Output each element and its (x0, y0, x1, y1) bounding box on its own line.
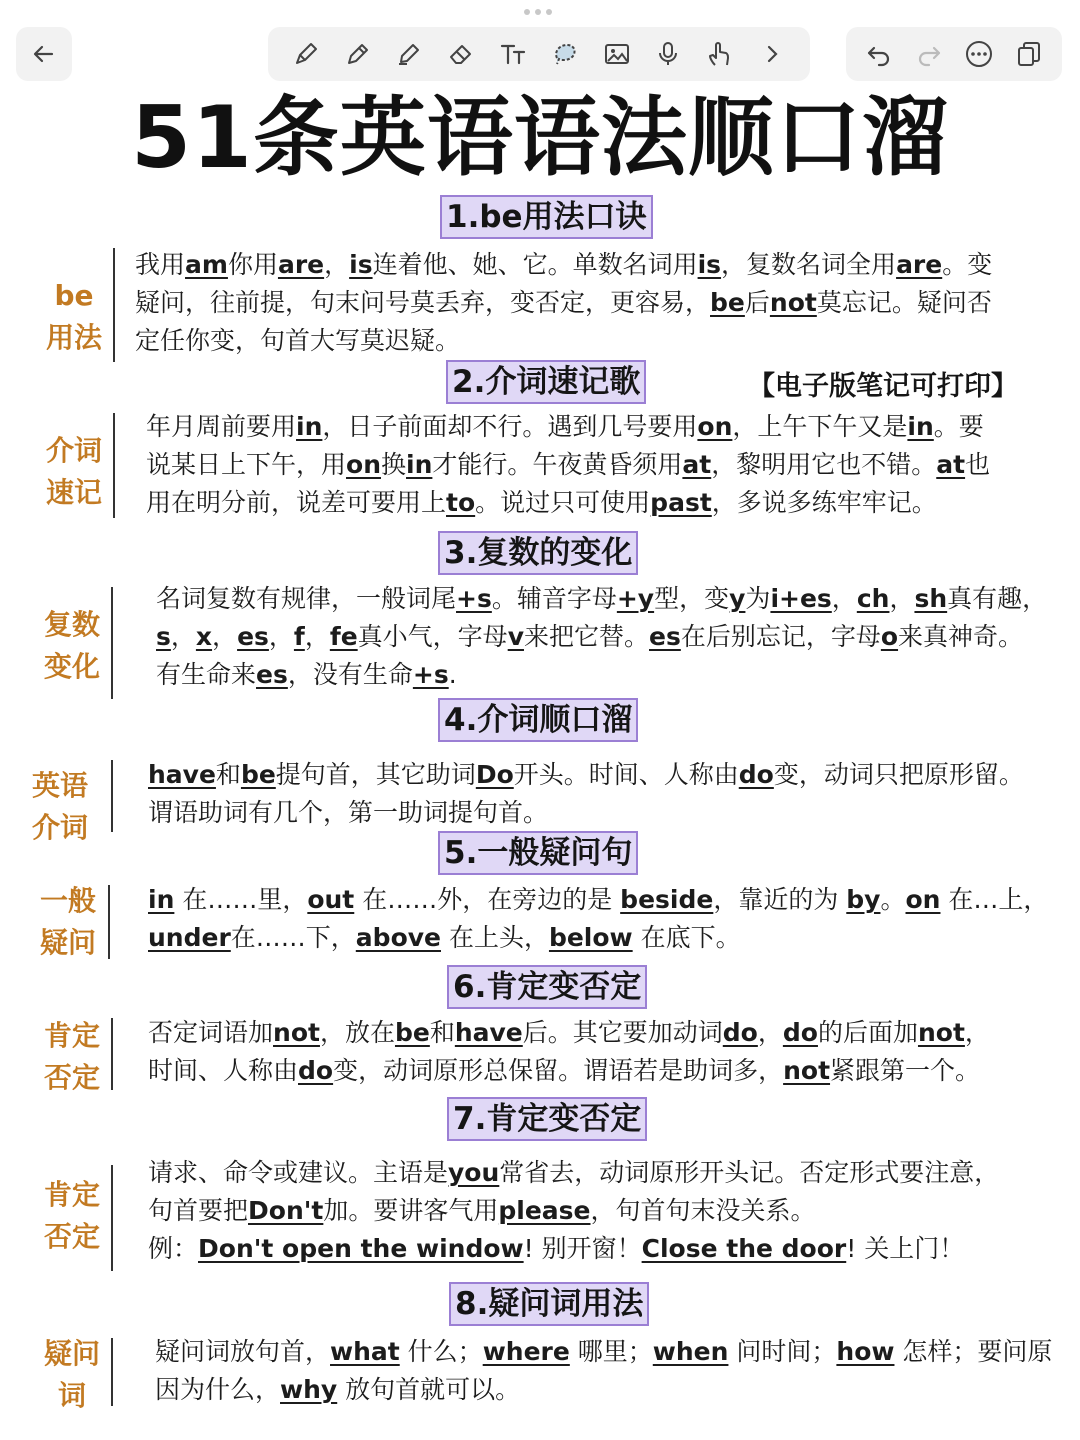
keyword: by (846, 885, 881, 914)
section-heading: 3.复数的变化 (438, 531, 638, 575)
text-run: 句首要把 (148, 1196, 249, 1225)
keyword: y (729, 584, 746, 613)
text-run: 在后别忘记，字母 (680, 622, 881, 651)
keyword: at (936, 450, 966, 479)
keyword: Do (475, 760, 514, 789)
section-divider (111, 1018, 113, 1090)
text-run: 例： (148, 1234, 199, 1263)
keyword: are (896, 250, 943, 279)
more-icon[interactable] (961, 36, 997, 72)
text-run: ! 别开窗！ (523, 1234, 642, 1263)
text-run: 紧跟第一个。 (830, 1056, 981, 1085)
text-run: 。 (880, 885, 906, 914)
section-body (148, 1014, 1048, 1090)
keyword: have (148, 760, 216, 789)
keyword: be (240, 760, 276, 789)
text-run: ，黎明用它也不错。 (711, 450, 937, 479)
keyword: not (917, 1018, 965, 1047)
keyword: do (722, 1018, 758, 1047)
text-run: 放句首就可以。 (337, 1375, 521, 1404)
keyword: sh (914, 584, 948, 613)
highlighter-icon[interactable] (391, 36, 427, 72)
text-run: 用在明分前，说差可要用上 (146, 488, 447, 517)
body-line (156, 618, 1080, 656)
section-side-label (44, 430, 104, 514)
keyword: at (682, 450, 712, 479)
section-side-label (42, 1015, 102, 1099)
section-body (148, 756, 1068, 832)
text-run: ， (964, 1018, 990, 1047)
text-run: 。变 (942, 250, 993, 279)
text-run: 在底下。 (632, 923, 741, 952)
keyword: on (905, 885, 941, 914)
text-run: 我用 (135, 250, 186, 279)
keyword: beside (620, 885, 714, 914)
text-run: 年月周前要用 (146, 412, 297, 441)
section-side-label (44, 275, 104, 359)
section-heading: 4.介词顺口溜 (438, 698, 638, 742)
text-run: 。说过只可使用 (475, 488, 651, 517)
pen-icon[interactable] (288, 36, 324, 72)
keyword: s (156, 622, 171, 651)
keyword: fe (329, 622, 358, 651)
text-run: 莫忘记。疑问否 (816, 288, 992, 317)
chevron-right-icon[interactable] (754, 36, 790, 72)
text-run: ， (268, 622, 294, 651)
keyword: es (256, 660, 288, 689)
body-line (155, 1371, 1079, 1409)
text-run: . (448, 660, 457, 689)
side-label-line: 用法 (45, 321, 102, 354)
body-line (148, 1230, 1058, 1268)
text-run: ，没有生命 (287, 660, 413, 689)
document-toolbar (846, 27, 1062, 81)
section-body (155, 1333, 1079, 1409)
keyword: are (277, 250, 325, 279)
keyword: be (394, 1018, 430, 1047)
body-line (148, 1052, 1048, 1090)
section-body (148, 1154, 1058, 1268)
keyword: be (710, 288, 745, 317)
section-heading: 7.肯定变否定 (447, 1097, 647, 1141)
keyword: x (195, 622, 213, 651)
keyword: what (330, 1337, 400, 1366)
keyword: am (185, 250, 228, 279)
body-line (135, 284, 1045, 322)
text-run: 换 (381, 450, 407, 479)
section-divider (111, 760, 113, 832)
pages-icon[interactable] (1011, 36, 1047, 72)
keyword: on (697, 412, 733, 441)
section-heading: 8.疑问词用法 (449, 1282, 649, 1326)
microphone-icon[interactable] (650, 36, 686, 72)
keyword: please (498, 1196, 591, 1225)
undo-icon[interactable] (861, 36, 897, 72)
keyword: +s (412, 660, 449, 689)
text-run: 否定词语加 (148, 1018, 274, 1047)
side-label-line: 复数 (43, 608, 100, 641)
keyword: in (296, 412, 323, 441)
text-run: ， (170, 622, 196, 651)
side-label-line: 词 (57, 1379, 86, 1412)
text-run: 后 (744, 288, 770, 317)
text-run: 后。其它要加动词 (522, 1018, 723, 1047)
pencil-icon[interactable] (340, 36, 376, 72)
section-side-label (30, 765, 90, 849)
keyword: ch (856, 584, 890, 613)
page-title: 51条英语语法顺口溜 (131, 88, 949, 188)
keyword: in (907, 412, 934, 441)
text-run: 和 (215, 760, 241, 789)
keyword: have (454, 1018, 523, 1047)
side-label-line: 速记 (45, 476, 102, 509)
text-run: ， (324, 250, 350, 279)
keyword: do (738, 760, 774, 789)
keyword: do (782, 1018, 818, 1047)
keyword: on (346, 450, 381, 479)
text-run: ，多说多练牢牢记。 (711, 488, 937, 517)
text-run: 有生命来 (156, 660, 257, 689)
body-line (156, 656, 1080, 694)
section-heading: 6.肯定变否定 (447, 965, 647, 1009)
keyword: Close the door (641, 1234, 847, 1263)
text-run: 提句首，其它助词 (275, 760, 476, 789)
lasso-icon[interactable] (547, 36, 583, 72)
text-run: 加。要讲客气用 (323, 1196, 499, 1225)
text-run: ，靠近的为 (713, 885, 847, 914)
body-line (148, 794, 1068, 832)
text-run: 变，动词只把原形留。 (773, 760, 1024, 789)
side-label-line: 英语 (31, 769, 88, 802)
text-run: 变，动词原形总保留。谓语若是助词多， (333, 1056, 784, 1085)
keyword: above (355, 923, 441, 952)
text-run: 在上头， (441, 923, 549, 952)
image-icon[interactable] (599, 36, 635, 72)
keyword: why (280, 1375, 338, 1404)
keyword: not (273, 1018, 320, 1047)
section-divider (111, 587, 113, 699)
section-heading: 5.一般疑问句 (438, 831, 638, 875)
text-icon[interactable] (495, 36, 531, 72)
text-run: 在…上， (940, 885, 1049, 914)
print-note: 【电子版笔记可打印】 (748, 371, 1018, 402)
drawing-toolbar (268, 27, 810, 81)
body-line (135, 322, 1045, 360)
window-grip[interactable] (524, 9, 556, 17)
body-line (155, 1333, 1079, 1371)
keyword: not (783, 1056, 831, 1085)
body-line (148, 1014, 1048, 1052)
keyword: below (548, 923, 633, 952)
keyword: do (298, 1056, 334, 1085)
side-label-line: 变化 (43, 650, 100, 683)
keyword: is (697, 250, 722, 279)
section-divider (111, 1165, 113, 1271)
hand-draw-icon[interactable] (702, 36, 738, 72)
text-run: ， (304, 622, 330, 651)
text-run: 。辅音字母 (491, 584, 617, 613)
text-run: 在……里， (174, 885, 308, 914)
keyword: where (482, 1337, 570, 1366)
text-run: 开头。时间、人称由 (513, 760, 739, 789)
body-line (146, 446, 1046, 484)
text-run: 什么； (399, 1337, 483, 1366)
body-line (148, 1154, 1058, 1192)
text-run: 你用 (227, 250, 278, 279)
body-line (148, 756, 1068, 794)
text-run: 为 (745, 584, 771, 613)
section-divider (113, 413, 115, 518)
section-body (156, 580, 1080, 694)
keyword: out (307, 885, 355, 914)
text-run: 和 (429, 1018, 455, 1047)
section-side-label (42, 604, 102, 688)
text-run: 定任你变，句首大写莫迟疑。 (135, 326, 461, 355)
text-run: ， (889, 584, 915, 613)
text-run: 请求、命令或建议。主语是 (148, 1158, 449, 1187)
keyword: under (148, 923, 231, 952)
section-body (135, 246, 1045, 360)
text-run: ，句首句末没关系。 (590, 1196, 816, 1225)
text-run: 怎样；要问原 (894, 1337, 1053, 1366)
side-label-line: 介词 (45, 434, 102, 467)
text-run: 在……外，在旁边的是 (354, 885, 621, 914)
text-run: 真有趣， (947, 584, 1048, 613)
keyword: o (880, 622, 899, 651)
text-run: 常省去，动词原形开头记。否定形式要注意， (499, 1158, 1000, 1187)
side-label-line: 否定 (43, 1061, 100, 1094)
text-run: 来把它替。 (523, 622, 649, 651)
keyword: es (237, 622, 269, 651)
side-label-line: 疑问 (43, 1337, 100, 1370)
keyword: how (836, 1337, 895, 1366)
keyword: i+es (770, 584, 832, 613)
redo-icon[interactable] (911, 36, 947, 72)
text-run: 说某日上下午，用 (146, 450, 347, 479)
section-divider (108, 885, 110, 959)
text-run: 疑问，往前提，句末问号莫丢弃，变否定，更容易， (135, 288, 711, 317)
side-label-line: 肯定 (43, 1178, 100, 1211)
text-run: ，放在 (319, 1018, 395, 1047)
text-run: ，日子前面却不行。遇到几号要用 (322, 412, 698, 441)
arrow-left-icon (30, 40, 58, 68)
side-label-line: 否定 (43, 1220, 100, 1253)
text-run: 连着他、她、它。单数名词用 (372, 250, 698, 279)
keyword: in (148, 885, 175, 914)
side-label-line: be (54, 279, 94, 312)
body-line (156, 580, 1080, 618)
text-run: ! 关上门！ (846, 1234, 965, 1263)
keyword: you (448, 1158, 500, 1187)
section-side-label (42, 1174, 102, 1258)
side-label-line: 介词 (31, 811, 88, 844)
eraser-icon[interactable] (443, 36, 479, 72)
text-run: 疑问词放句首， (155, 1337, 331, 1366)
text-run: ， (212, 622, 238, 651)
section-heading: 2.介词速记歌 (446, 360, 646, 404)
keyword: to (446, 488, 476, 517)
keyword: es (649, 622, 681, 651)
text-run: 真小气，字母 (357, 622, 508, 651)
text-run: 在……下， (230, 923, 356, 952)
keyword: v (507, 622, 524, 651)
side-label-line: 肯定 (43, 1019, 100, 1052)
text-run: ， (757, 1018, 783, 1047)
keyword: when (652, 1337, 729, 1366)
text-run: 谓语助词有几个，第一助词提句首。 (148, 798, 549, 827)
text-run: 因为什么， (155, 1375, 281, 1404)
keyword: in (406, 450, 433, 479)
side-label-line: 一般 (39, 884, 96, 917)
keyword: f (293, 622, 305, 651)
section-heading: 1.be用法口诀 (440, 195, 653, 239)
keyword: past (650, 488, 712, 517)
body-line (148, 881, 1068, 919)
text-run: 的后面加 (817, 1018, 918, 1047)
section-side-label (42, 1333, 102, 1417)
section-side-label (38, 880, 98, 964)
side-label-line: 疑问 (39, 926, 96, 959)
keyword: Don't open the window (198, 1234, 524, 1263)
keyword: Don't (248, 1196, 324, 1225)
keyword: +y (616, 584, 655, 613)
back-button[interactable] (16, 27, 72, 81)
text-run: ，复数名词全用 (721, 250, 897, 279)
section-body (148, 881, 1068, 957)
body-line (135, 246, 1045, 284)
text-run: 。要 (933, 412, 984, 441)
text-run: ，上午下午又是 (732, 412, 908, 441)
keyword: not (769, 288, 817, 317)
body-line (148, 1192, 1058, 1230)
text-run: 时间、人称由 (148, 1056, 299, 1085)
body-line (146, 408, 1046, 446)
text-run: 才能行。午夜黄昏须用 (432, 450, 683, 479)
text-run: 名词复数有规律，一般词尾 (156, 584, 457, 613)
text-run: 型，变 (654, 584, 730, 613)
text-run: 也 (965, 450, 991, 479)
text-run: 哪里； (569, 1337, 653, 1366)
section-body (146, 408, 1046, 522)
body-line (146, 484, 1046, 522)
text-run: 问时间； (728, 1337, 837, 1366)
body-line (148, 919, 1068, 957)
section-divider (111, 1338, 113, 1406)
section-divider (113, 248, 115, 362)
keyword: is (349, 250, 373, 279)
text-run: 来真神奇。 (898, 622, 1024, 651)
keyword: +s (456, 584, 492, 613)
text-run: ， (831, 584, 857, 613)
